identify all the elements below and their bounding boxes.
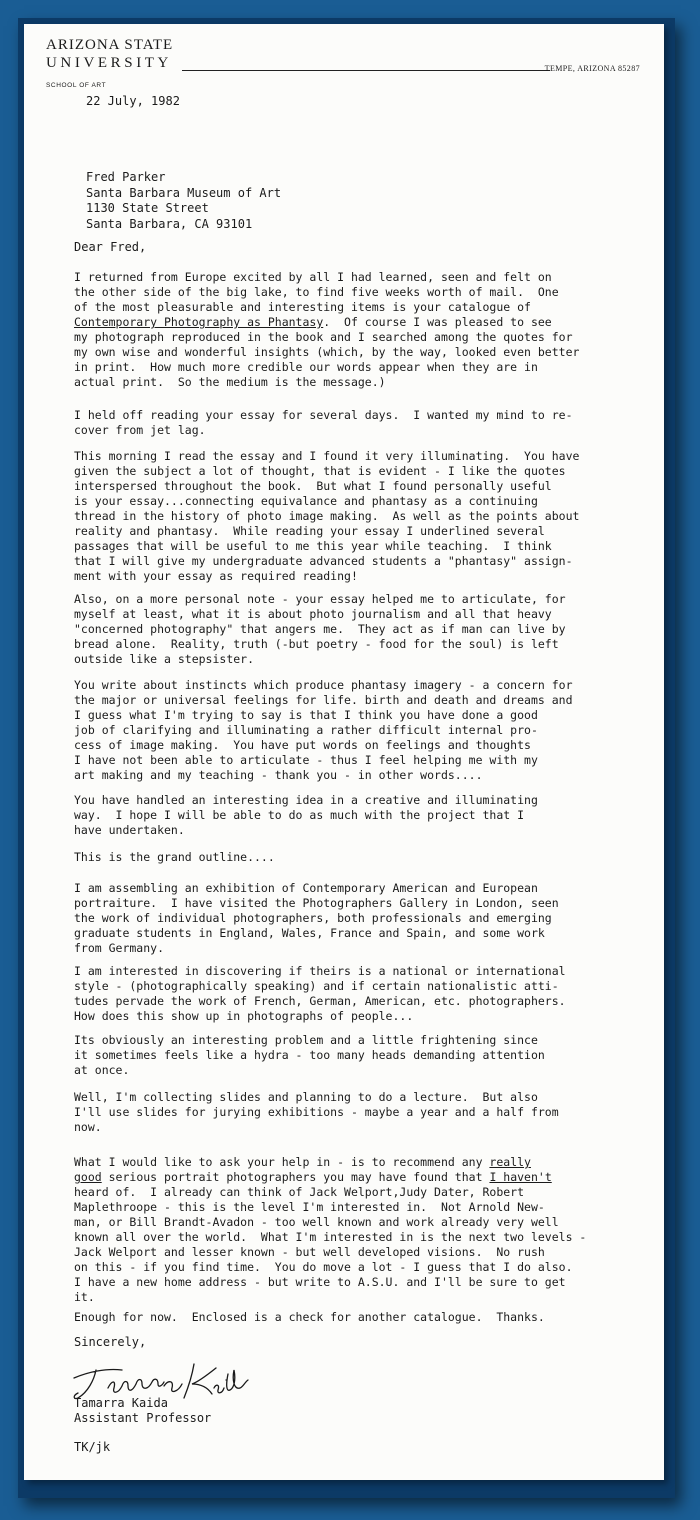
text-line: I guess what I'm trying to say is that I think you have done a good [74, 708, 538, 722]
text-line: I have a new home address - but write to A.S.U. and I'll be sure to get [74, 1275, 566, 1289]
text-line: given the subject a lot of thought, that is evident - I like the quotes [74, 464, 566, 478]
text-line: I held off reading your essay for several days. I wanted my mind to re- [74, 408, 573, 422]
address-line: 1130 State Street [86, 201, 209, 215]
text-line: style - (photographically speaking) and if certain nationalistic atti- [74, 979, 559, 993]
address-line: Fred Parker [86, 170, 166, 184]
text-line: thread in the history of photo image making. As well as the points about [74, 509, 580, 523]
text-line: I'll use slides for jurying exhibitions - maybe a year and a half from [74, 1105, 559, 1119]
text-line: tudes pervade the work of French, German, American, etc. photographers. [74, 994, 566, 1008]
text-line: from Germany. [74, 941, 165, 955]
text-line: is your essay...connecting equivalance and phantasy as a continuing [74, 494, 538, 508]
typist-initials: TK/jk [74, 1440, 111, 1454]
paragraph-8 [74, 881, 559, 956]
paragraph-5 [74, 678, 573, 783]
university-name-line2: UNIVERSITY [46, 55, 172, 71]
paragraph-6 [74, 793, 538, 838]
text-line: Well, I'm collecting slides and planning to do a lecture. But also [74, 1090, 538, 1104]
underlined-word: I haven't [489, 1170, 552, 1184]
text-line: it. [74, 1290, 95, 1304]
text-line: the work of individual photographers, both professionals and emerging [74, 911, 552, 925]
letter-date: 22 July, 1982 [86, 94, 180, 108]
text-line: my photograph reproduced in the book and I searched among the quotes for [74, 330, 573, 344]
text-fragment: . Of course I was pleased to see [323, 315, 552, 329]
text-line: This morning I read the essay and I found it very illuminating. You have [74, 449, 580, 463]
text-line: way. I hope I will be able to do as much with the project that I [74, 808, 525, 822]
text-line: that I will give my undergraduate advanced students a "phantasy" assign- [74, 554, 573, 568]
text-line: interspersed throughout the book. But what I found personally useful [74, 479, 552, 493]
university-name-line1: ARIZONA STATE [46, 37, 174, 53]
text-line: cess of image making. You have put words on feelings and thoughts [74, 738, 531, 752]
text-line: outside like a stepsister. [74, 652, 255, 666]
university-name [46, 36, 173, 72]
letterhead-city: TEMPE, ARIZONA 85287 [544, 64, 640, 73]
text-fragment: serious portrait photographers you may have found that [101, 1170, 490, 1184]
text-line: the major or universal feelings for life. birth and death and dreams and [74, 693, 573, 707]
text-line: passages that will be useful to me this year while teaching. I think [74, 539, 552, 553]
text-line: art making and my teaching - thank you - in other words.... [74, 768, 483, 782]
text-line: it sometimes feels like a hydra - too many heads demanding attention [74, 1048, 545, 1062]
address-line: Santa Barbara Museum of Art [86, 185, 282, 200]
text-line [74, 1155, 586, 1170]
salutation: Dear Fred, [74, 240, 147, 254]
text-line: cover from jet lag. [74, 423, 206, 437]
paragraph-11 [74, 1090, 559, 1135]
paragraph-7 [74, 850, 275, 865]
paragraph-3 [74, 449, 579, 584]
text-line: have undertaken. [74, 823, 185, 837]
text-line: I returned from Europe excited by all I had learned, seen and felt on [74, 270, 552, 284]
text-line: I am interested in discovering if theirs is a national or international [74, 964, 566, 978]
text-line: ment with your essay as required reading! [74, 569, 358, 583]
school-name: SCHOOL OF ART [46, 82, 107, 89]
text-line: bread alone. Reality, truth (-but poetry - food for the soul) is left [74, 637, 559, 651]
text-line: You have handled an interesting idea in a creative and illuminating [74, 793, 538, 807]
underlined-word: really [489, 1155, 531, 1169]
text-line: Also, on a more personal note - your essay helped me to articulate, for [74, 592, 566, 606]
text-line: myself at least, what it is about photo journalism and all that heavy [74, 607, 552, 621]
text-line [74, 1170, 586, 1185]
address-line: Santa Barbara, CA 93101 [86, 216, 253, 231]
text-line: heard of. I already can think of Jack Welport,Judy Dater, Robert [74, 1185, 525, 1199]
letterhead-rule [182, 70, 550, 71]
signer-title: Assistant Professor [74, 1411, 212, 1425]
text-line: Enough for now. Enclosed is a check for another catalogue. Thanks. [74, 1310, 545, 1324]
text-line: Jack Welport and lesser known - but well developed visions. No rush [74, 1245, 545, 1259]
text-line: This is the grand outline.... [74, 850, 275, 864]
text-line: portraiture. I have visited the Photographers Gallery in London, seen [74, 896, 559, 910]
paragraph-10 [74, 1033, 545, 1078]
text-line: How does this show up in photographs of people... [74, 1009, 414, 1023]
text-line: man, or Bill Brandt-Avadon - too well known and work already very well [74, 1215, 559, 1229]
text-line: Its obviously an interesting problem and a little frightening since [74, 1033, 538, 1047]
text-line [74, 315, 579, 330]
text-line: the other side of the big lake, to find five weeks worth of mail. One [74, 285, 559, 299]
paragraph-1 [74, 270, 579, 390]
text-fragment: What I would like to ask your help in - is to recommend any [74, 1155, 490, 1169]
text-line: actual print. So the medium is the message.) [74, 375, 386, 389]
closing: Sincerely, [74, 1335, 147, 1349]
text-line: of the most pleasurable and interesting items is your catalogue of [74, 300, 531, 314]
text-line: on this - if you find time. You do move a lot - I guess that I do also. [74, 1260, 573, 1274]
text-line: now. [74, 1120, 102, 1134]
recipient-address [86, 170, 281, 232]
catalogue-title: Contemporary Photography as Phantasy [74, 315, 324, 329]
underlined-word: good [74, 1170, 102, 1184]
text-line: reality and phantasy. While reading your essay I underlined several [74, 524, 545, 538]
text-line: Maplethroope - this is the level I'm interested in. Not Arnold New- [74, 1200, 545, 1214]
text-line: known all over the world. What I'm interested in is the next two levels - [74, 1230, 587, 1244]
letter-page [24, 24, 664, 1480]
text-line: I have not been able to articulate - thus I feel helping me with my [74, 753, 538, 767]
text-line: in print. How much more credible our words appear when they are in [74, 360, 538, 374]
text-line: I am assembling an exhibition of Contemporary American and European [74, 881, 538, 895]
text-line: my own wise and wonderful insights (which, by the way, looked even better [74, 345, 580, 359]
text-line: job of clarifying and illuminating a rather difficult internal pro- [74, 723, 538, 737]
paragraph-12 [74, 1155, 586, 1305]
text-line: You write about instincts which produce phantasy imagery - a concern for [74, 678, 573, 692]
text-line: at once. [74, 1063, 130, 1077]
text-line: "concerned photography" that angers me. They act as if man can live by [74, 622, 566, 636]
paragraph-2 [74, 408, 573, 438]
text-line: graduate students in England, Wales, France and Spain, and some work [74, 926, 545, 940]
signer-name: Tamarra Kaida [74, 1396, 168, 1410]
paragraph-4 [74, 592, 566, 667]
signature-block [74, 1396, 211, 1426]
paragraph-13 [74, 1310, 545, 1325]
paragraph-9 [74, 964, 566, 1024]
